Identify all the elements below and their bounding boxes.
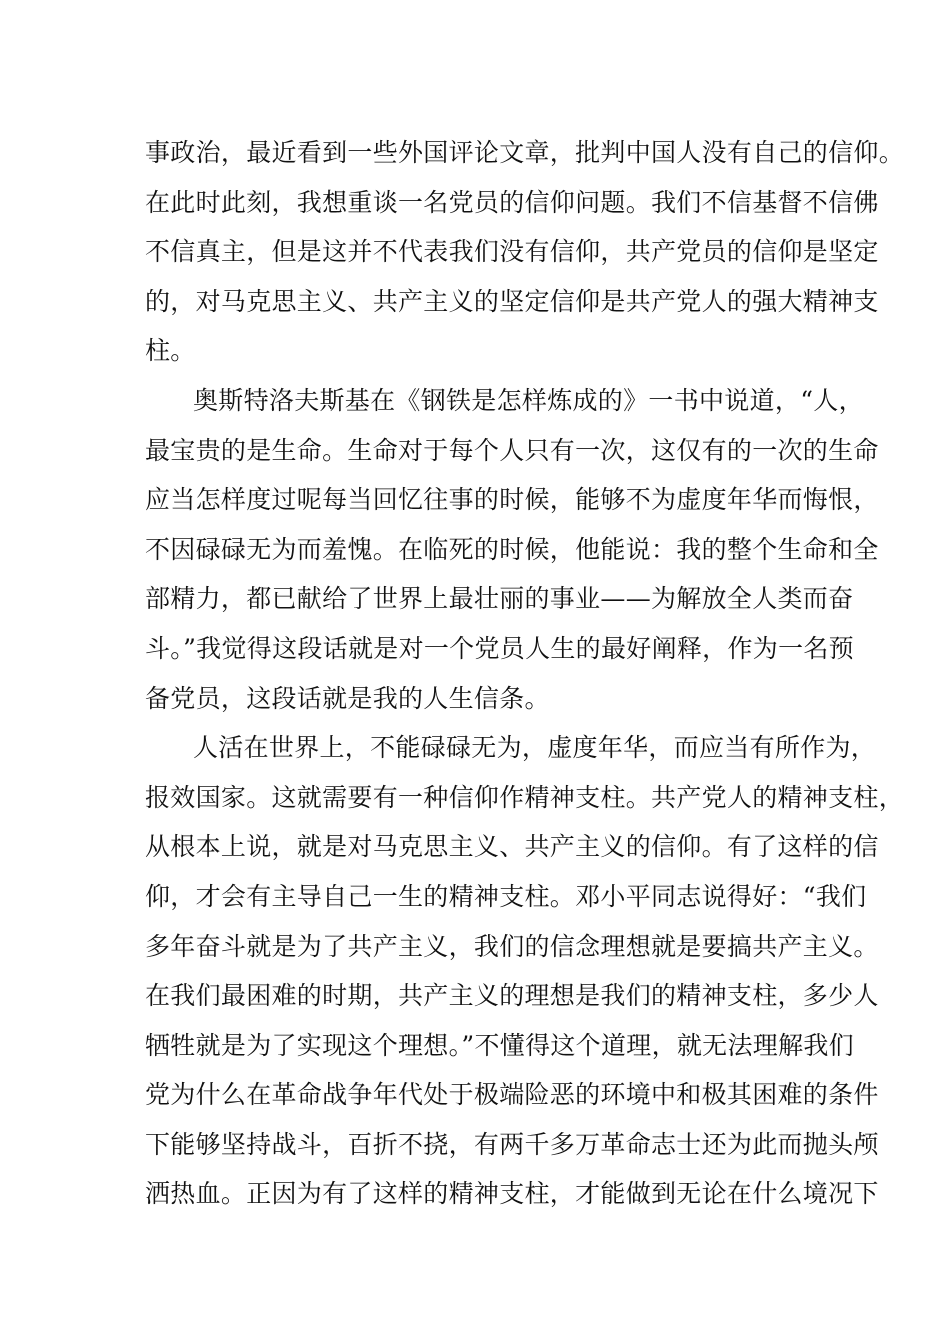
text-line: 不信真主，但是这并不代表我们没有信仰，共产党员的信仰是坚定: [145, 237, 879, 267]
text-line: 部精力，都已献给了世界上最壮丽的事业——为解放全人类而奋: [145, 584, 854, 614]
text-line: 不因碌碌无为而羞愧。在临死的时候，他能说：我的整个生命和全: [145, 534, 879, 564]
text-line: 党为什么在革命战争年代处于极端险恶的环境中和极其困难的条件: [145, 1080, 879, 1110]
text-line: 牺牲就是为了实现这个理想。”不懂得这个道理，就无法理解我们: [145, 1030, 854, 1060]
text-line: 报效国家。这就需要有一种信仰作精神支柱。共产党人的精神支柱，: [145, 782, 905, 812]
text-line: 最宝贵的是生命。生命对于每个人只有一次，这仅有的一次的生命: [145, 435, 879, 465]
text-line: 奥斯特洛夫斯基在《钢铁是怎样炼成的》一书中说道，“人，: [193, 385, 864, 415]
body-text: [145, 128, 905, 1219]
paragraph: [145, 128, 905, 376]
text-line: 应当怎样度过呢每当回忆往事的时候，能够不为虚度年华而悔恨，: [145, 485, 879, 515]
text-line: 下能够坚持战斗，百折不挠，有两千多万革命志士还为此而抛头颅: [145, 1129, 879, 1159]
text-line: 事政治，最近看到一些外国评论文章，批判中国人没有自己的信仰。: [145, 138, 905, 167]
text-line: 斗。”我觉得这段话就是对一个党员人生的最好阐释，作为一名预: [145, 633, 854, 663]
text-line: 在此时此刻，我想重谈一名党员的信仰问题。我们不信基督不信佛: [145, 187, 879, 217]
text-line: 洒热血。正因为有了这样的精神支柱，才能做到无论在什么境况下: [145, 1179, 879, 1209]
text-line: 人活在世界上，不能碌碌无为，虚度年华，而应当有所作为，: [193, 733, 877, 763]
paragraph: [145, 723, 905, 1219]
paragraph: [145, 376, 879, 723]
text-line: 备党员，这段话就是我的人生信条。: [145, 683, 550, 713]
text-line: 柱。: [145, 336, 196, 366]
text-line: 仰，才会有主导自己一生的精神支柱。邓小平同志说得好：“我们: [145, 881, 867, 911]
text-line: 多年奋斗就是为了共产主义，我们的信念理想就是要搞共产主义。: [145, 931, 879, 961]
text-line: 在我们最困难的时期，共产主义的理想是我们的精神支柱，多少人: [145, 981, 879, 1011]
text-line: 从根本上说，就是对马克思主义、共产主义的信仰。有了这样的信: [145, 832, 879, 862]
text-line: 的，对马克思主义、共产主义的坚定信仰是共产党人的强大精神支: [145, 286, 879, 316]
